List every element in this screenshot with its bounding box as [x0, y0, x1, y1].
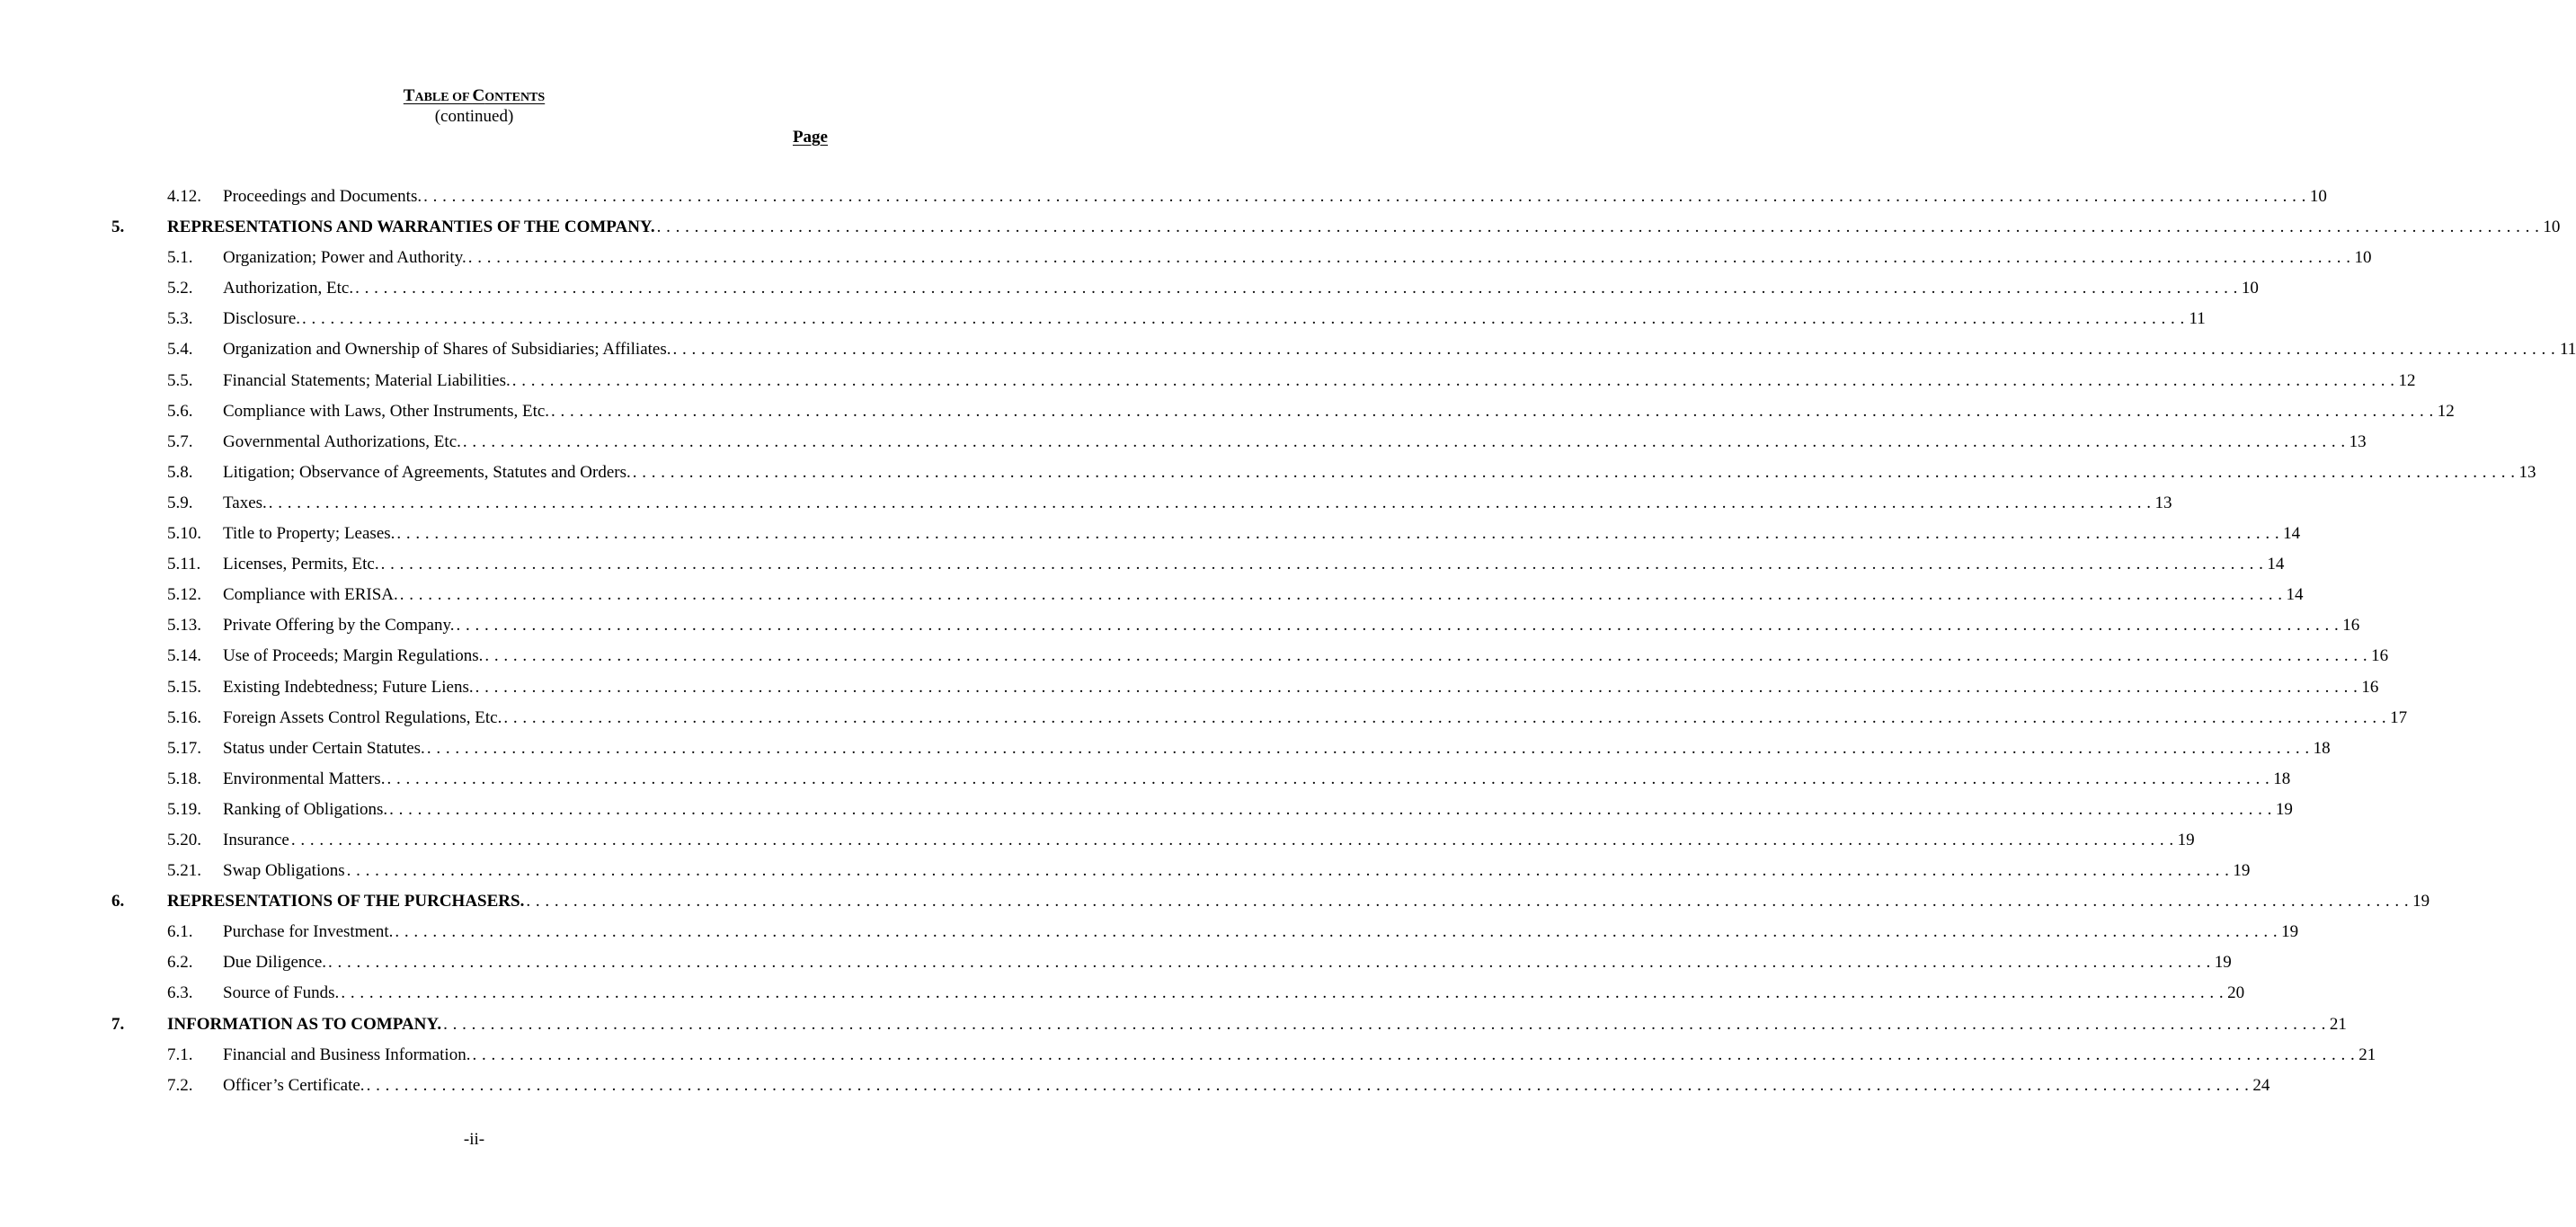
dot-leader: . . . . . . . . . . . . . . . . . . . . . . . . . . . . . . . . . . . . . . . . . . . . . . . . . . . . . . . . . . . . . . . . . . . . . . . . . . . . . . . . . . . . . . . . . . . . . . . . . . . . . . . . . . . . . . . . . . . . . . . . . . . . . . . . . . . . . . . . . . . . . . . . . . . . . . . . . . . . . . . . . . . . . . . . . . . . . . . . . . . . . . . . . . . . . . . . . . . . . . . .	[380, 555, 2264, 574]
toc-entry-title: Private Offering by the Company.	[223, 616, 455, 636]
toc-entry-number: 7.	[111, 1014, 125, 1034]
toc-entry	[223, 1071, 2270, 1101]
toc-entry-page: 11	[2189, 309, 2206, 329]
toc-entry-title: REPRESENTATIONS AND WARRANTIES OF THE COMPANY.	[167, 218, 655, 237]
toc-entry	[223, 243, 2372, 273]
dot-leader: . . . . . . . . . . . . . . . . . . . . . . . . . . . . . . . . . . . . . . . . . . . . . . . . . . . . . . . . . . . . . . . . . . . . . . . . . . . . . . . . . . . . . . . . . . . . . . . . . . . . . . . . . . . . . . . . . . . . . . . . . . . . . . . . . . . . . . . . . . . . . . . . . . . . . . . . . . . . . . . . . . . . . . . . . . . . . . . . . . . . . . . . . . . . . . . . . . . . . . . .	[395, 922, 2278, 942]
dot-leader: . . . . . . . . . . . . . . . . . . . . . . . . . . . . . . . . . . . . . . . . . . . . . . . . . . . . . . . . . . . . . . . . . . . . . . . . . . . . . . . . . . . . . . . . . . . . . . . . . . . . . . . . . . . . . . . . . . . . . . . . . . . . . . . . . . . . . . . . . . . . . . . . . . . . . . . . . . . . . . . . . . . . . . . . . . . . . . . . . . . . . . . . . . . . . . . . . . . . . . . .	[302, 309, 2185, 329]
toc-subsection-row[interactable]	[0, 427, 2367, 458]
toc-entry-title: Foreign Assets Control Regulations, Etc.	[223, 707, 502, 727]
toc-entry-number: 5.16.	[167, 707, 201, 727]
toc-entry-page: 14	[2267, 555, 2285, 574]
toc-subsection-row[interactable]	[0, 764, 2291, 795]
toc-entry	[223, 764, 2291, 795]
toc-entry-title: Governmental Authorizations, Etc.	[223, 431, 461, 451]
toc-entry-number: 5.5.	[167, 370, 193, 390]
toc-entry-number: 7.2.	[167, 1075, 193, 1095]
toc-entry-title: Disclosure.	[223, 309, 301, 329]
toc-entry	[223, 488, 2172, 519]
toc-entry-page: 20	[2227, 983, 2245, 1003]
toc-entry-title: Officer’s Certificate.	[223, 1075, 365, 1095]
toc-entry	[223, 978, 2245, 1009]
toc-entry-number: 5.10.	[167, 524, 201, 544]
toc-entry	[223, 580, 2304, 610]
toc-entry	[223, 396, 2455, 427]
toc-entry	[223, 734, 2331, 764]
toc-entry	[167, 1009, 2347, 1040]
toc-subsection-row[interactable]	[0, 795, 2293, 825]
toc-entry-page: 17	[2390, 707, 2408, 727]
toc-entry-title: INFORMATION AS TO COMPANY.	[167, 1014, 442, 1034]
toc-entry-title: Organization and Ownership of Shares of Subsidiaries; Affiliates.	[223, 340, 671, 360]
toc-entry-page: 19	[2233, 861, 2251, 881]
toc-entry	[223, 519, 2301, 549]
toc-entry-title: Licenses, Permits, Etc.	[223, 555, 379, 574]
toc-entry	[223, 273, 2259, 304]
toc-heading	[0, 86, 948, 107]
toc-entry-page: 13	[2518, 462, 2536, 482]
toc-entry	[167, 212, 2561, 243]
toc-subsection-row[interactable]	[0, 182, 2327, 212]
dot-leader: . . . . . . . . . . . . . . . . . . . . . . . . . . . . . . . . . . . . . . . . . . . . . . . . . . . . . . . . . . . . . . . . . . . . . . . . . . . . . . . . . . . . . . . . . . . . . . . . . . . . . . . . . . . . . . . . . . . . . . . . . . . . . . . . . . . . . . . . . . . . . . . . . . . . . . . . . . . . . . . . . . . . . . . . . . . . . . . . . . . . . . . . . . . . . . . . . . . . . . . .	[456, 616, 2340, 636]
toc-entry	[223, 1040, 2376, 1071]
toc-entry-title: Title to Property; Leases.	[223, 524, 395, 544]
dot-leader: . . . . . . . . . . . . . . . . . . . . . . . . . . . . . . . . . . . . . . . . . . . . . . . . . . . . . . . . . . . . . . . . . . . . . . . . . . . . . . . . . . . . . . . . . . . . . . . . . . . . . . . . . . . . . . . . . . . . . . . . . . . . . . . . . . . . . . . . . . . . . . . . . . . . . . . . . . . . . . . . . . . . . . . . . . . . . . . . . . . . . . . . . . . . . . . . . . . . . . . .	[672, 340, 2556, 360]
toc-entry-page: 10	[2241, 279, 2259, 298]
toc-entry-number: 5.8.	[167, 462, 193, 482]
dot-leader: . . . . . . . . . . . . . . . . . . . . . . . . . . . . . . . . . . . . . . . . . . . . . . . . . . . . . . . . . . . . . . . . . . . . . . . . . . . . . . . . . . . . . . . . . . . . . . . . . . . . . . . . . . . . . . . . . . . . . . . . . . . . . . . . . . . . . . . . . . . . . . . . . . . . . . . . . . . . . . . . . . . . . . . . . . . . . . . . . . . . . . . . . . . . . . . . . . . . . . . .	[467, 248, 2351, 268]
toc-subsection-row[interactable]	[0, 580, 2304, 610]
toc-entry-page: 11	[2559, 340, 2576, 360]
toc-entry-title: Due Diligence.	[223, 953, 327, 973]
toc-entry-page: 14	[2286, 585, 2304, 605]
toc-entry-title: Purchase for Investment.	[223, 922, 394, 942]
toc-subsection-row[interactable]	[0, 1071, 2270, 1101]
toc-entry-number: 5.18.	[167, 769, 201, 788]
toc-entry-number: 5.2.	[167, 279, 193, 298]
toc-entry-number: 5.19.	[167, 799, 201, 819]
toc-entry	[223, 610, 2360, 641]
toc-entry	[223, 182, 2327, 212]
toc-entry-page: 12	[2437, 401, 2455, 421]
dot-leader: . . . . . . . . . . . . . . . . . . . . . . . . . . . . . . . . . . . . . . . . . . . . . . . . . . . . . . . . . . . . . . . . . . . . . . . . . . . . . . . . . . . . . . . . . . . . . . . . . . . . . . . . . . . . . . . . . . . . . . . . . . . . . . . . . . . . . . . . . . . . . . . . . . . . . . . . . . . . . . . . . . . . . . . . . . . . . . . . . . . . . . . . . . . . . . . . . . . . . . . .	[355, 279, 2238, 298]
toc-entry-page: 18	[2313, 738, 2331, 758]
toc-entry-page: 18	[2273, 769, 2291, 788]
toc-subsection-row[interactable]	[0, 947, 2232, 978]
toc-entry-number: 5.6.	[167, 401, 193, 421]
toc-entry-title: Compliance with Laws, Other Instruments, Etc.	[223, 401, 550, 421]
toc-entry-number: 5.17.	[167, 738, 201, 758]
toc-entry-title: Existing Indebtedness; Future Liens.	[223, 677, 474, 697]
dot-leader: . . . . . . . . . . . . . . . . . . . . . . . . . . . . . . . . . . . . . . . . . . . . . . . . . . . . . . . . . . . . . . . . . . . . . . . . . . . . . . . . . . . . . . . . . . . . . . . . . . . . . . . . . . . . . . . . . . . . . . . . . . . . . . . . . . . . . . . . . . . . . . . . . . . . . . . . . . . . . . . . . . . . . . . . . . . . . . . . . . . . . . . . . . . . . . . . . . . . . . . .	[526, 892, 2410, 911]
toc-section-row[interactable]	[0, 212, 2561, 243]
toc-entry-title: Use of Proceeds; Margin Regulations.	[223, 646, 484, 666]
dot-leader: . . . . . . . . . . . . . . . . . . . . . . . . . . . . . . . . . . . . . . . . . . . . . . . . . . . . . . . . . . . . . . . . . . . . . . . . . . . . . . . . . . . . . . . . . . . . . . . . . . . . . . . . . . . . . . . . . . . . . . . . . . . . . . . . . . . . . . . . . . . . . . . . . . . . . . . . . . . . . . . . . . . . . . . . . . . . . . . . . . . . . . . . . . . . . . . . . . . . . . . .	[551, 401, 2434, 421]
toc-entry	[223, 549, 2285, 580]
dot-leader: . . . . . . . . . . . . . . . . . . . . . . . . . . . . . . . . . . . . . . . . . . . . . . . . . . . . . . . . . . . . . . . . . . . . . . . . . . . . . . . . . . . . . . . . . . . . . . . . . . . . . . . . . . . . . . . . . . . . . . . . . . . . . . . . . . . . . . . . . . . . . . . . . . . . . . . . . . . . . . . . . . . . . . . . . . . . . . . . . . . . . . . . . . . . . . . . . . . . . . . .	[366, 1075, 2250, 1095]
toc-entry-page: 12	[2398, 370, 2416, 390]
toc-entry-number: 7.1.	[167, 1045, 193, 1064]
toc-subsection-row[interactable]	[0, 243, 2372, 273]
toc-entry-page: 10	[2354, 248, 2372, 268]
dot-leader: . . . . . . . . . . . . . . . . . . . . . . . . . . . . . . . . . . . . . . . . . . . . . . . . . . . . . . . . . . . . . . . . . . . . . . . . . . . . . . . . . . . . . . . . . . . . . . . . . . . . . . . . . . . . . . . . . . . . . . . . . . . . . . . . . . . . . . . . . . . . . . . . . . . . . . . . . . . . . . . . . . . . . . . . . . . . . . . . . . . . . . . . . . . . . . . . . . . . . . . .	[503, 707, 2387, 727]
toc-entry-title: Status under Certain Statutes.	[223, 738, 425, 758]
toc-entry-number: 5.4.	[167, 340, 193, 360]
toc-entry	[223, 795, 2293, 825]
dot-leader: . . . . . . . . . . . . . . . . . . . . . . . . . . . . . . . . . . . . . . . . . . . . . . . . . . . . . . . . . . . . . . . . . . . . . . . . . . . . . . . . . . . . . . . . . . . . . . . . . . . . . . . . . . . . . . . . . . . . . . . . . . . . . . . . . . . . . . . . . . . . . . . . . . . . . . . . . . . . . . . . . . . . . . . . . . . . . . . . . . . . . . . . . . . . . . . . . . . . . . . .	[423, 187, 2306, 206]
dot-leader: . . . . . . . . . . . . . . . . . . . . . . . . . . . . . . . . . . . . . . . . . . . . . . . . . . . . . . . . . . . . . . . . . . . . . . . . . . . . . . . . . . . . . . . . . . . . . . . . . . . . . . . . . . . . . . . . . . . . . . . . . . . . . . . . . . . . . . . . . . . . . . . . . . . . . . . . . . . . . . . . . . . . . . . . . . . . . . . . . . . . . . . . . . . . . . . . . . . . . . . .	[475, 677, 2358, 697]
dot-leader: . . . . . . . . . . . . . . . . . . . . . . . . . . . . . . . . . . . . . . . . . . . . . . . . . . . . . . . . . . . . . . . . . . . . . . . . . . . . . . . . . . . . . . . . . . . . . . . . . . . . . . . . . . . . . . . . . . . . . . . . . . . . . . . . . . . . . . . . . . . . . . . . . . . . . . . . . . . . . . . . . . . . . . . . . . . . . . . . . . . . . . . . . . . . . . . . . . . . . . . .	[386, 769, 2270, 788]
toc-subsection-row[interactable]	[0, 458, 2536, 488]
toc-entry	[223, 458, 2536, 488]
toc-subsection-row[interactable]	[0, 334, 2576, 365]
dot-leader: . . . . . . . . . . . . . . . . . . . . . . . . . . . . . . . . . . . . . . . . . . . . . . . . . . . . . . . . . . . . . . . . . . . . . . . . . . . . . . . . . . . . . . . . . . . . . . . . . . . . . . . . . . . . . . . . . . . . . . . . . . . . . . . . . . . . . . . . . . . . . . . . . . . . . . . . . . . . . . . . . . . . . . . . . . . . . . . . . . . . . . . . . . . . . . . . . . . . . . . .	[656, 218, 2540, 237]
toc-subsection-row[interactable]	[0, 366, 2416, 396]
toc-entry-page: 14	[2283, 524, 2301, 544]
toc-entry-page: 19	[2177, 830, 2195, 849]
toc-entry	[223, 427, 2367, 458]
toc-entry-title: Authorization, Etc.	[223, 279, 354, 298]
toc-entry-title: Organization; Power and Authority.	[223, 248, 466, 268]
toc-entry-title: Ranking of Obligations.	[223, 799, 388, 819]
toc-entry	[223, 334, 2576, 365]
toc-subsection-row[interactable]	[0, 703, 2408, 734]
page-footer-number: -ii-	[463, 1130, 485, 1149]
toc-entry-page: 13	[2154, 493, 2172, 512]
toc-subsection-row[interactable]	[0, 978, 2245, 1009]
toc-subtitle: (continued)	[434, 107, 514, 126]
toc-entry-page: 16	[2361, 677, 2379, 697]
toc-entry-title: Compliance with ERISA.	[223, 585, 398, 605]
toc-entry-number: 6.3.	[167, 983, 193, 1003]
toc-entry-number: 6.1.	[167, 922, 193, 942]
toc-entry-page: 19	[2281, 922, 2299, 942]
toc-subsection-row[interactable]	[0, 672, 2379, 703]
toc-entry-page: 24	[2252, 1075, 2270, 1095]
toc-entry-page: 19	[2412, 892, 2430, 911]
toc-entry-number: 4.12.	[167, 187, 201, 206]
toc-entry-page: 10	[2543, 218, 2561, 237]
toc-entry-title: Proceedings and Documents.	[223, 187, 422, 206]
dot-leader: . . . . . . . . . . . . . . . . . . . . . . . . . . . . . . . . . . . . . . . . . . . . . . . . . . . . . . . . . . . . . . . . . . . . . . . . . . . . . . . . . . . . . . . . . . . . . . . . . . . . . . . . . . . . . . . . . . . . . . . . . . . . . . . . . . . . . . . . . . . . . . . . . . . . . . . . . . . . . . . . . . . . . . . . . . . . . . . . . . . . . . . . . . . . . . . . . . . . . . . .	[443, 1014, 2326, 1034]
toc-entry-title: Source of Funds.	[223, 983, 340, 1003]
dot-leader: . . . . . . . . . . . . . . . . . . . . . . . . . . . . . . . . . . . . . . . . . . . . . . . . . . . . . . . . . . . . . . . . . . . . . . . . . . . . . . . . . . . . . . . . . . . . . . . . . . . . . . . . . . . . . . . . . . . . . . . . . . . . . . . . . . . . . . . . . . . . . . . . . . . . . . . . . . . . . . . . . . . . . . . . . . . . . . . . . . . . . . . . . . . . . . . . . . . . . . . .	[426, 738, 2310, 758]
toc-entry-number: 6.2.	[167, 953, 193, 973]
toc-entry-title: Swap Obligations	[223, 861, 345, 881]
dot-leader: . . . . . . . . . . . . . . . . . . . . . . . . . . . . . . . . . . . . . . . . . . . . . . . . . . . . . . . . . . . . . . . . . . . . . . . . . . . . . . . . . . . . . . . . . . . . . . . . . . . . . . . . . . . . . . . . . . . . . . . . . . . . . . . . . . . . . . . . . . . . . . . . . . . . . . . . . . . . . . . . . . . . . . . . . . . . . . . . . . . . . . . . . . . . . . . . . . . . . . . .	[268, 493, 2152, 512]
toc-entry	[223, 703, 2408, 734]
toc-entry-number: 5.3.	[167, 309, 193, 329]
toc-subsection-row[interactable]	[0, 396, 2455, 427]
dot-leader: . . . . . . . . . . . . . . . . . . . . . . . . . . . . . . . . . . . . . . . . . . . . . . . . . . . . . . . . . . . . . . . . . . . . . . . . . . . . . . . . . . . . . . . . . . . . . . . . . . . . . . . . . . . . . . . . . . . . . . . . . . . . . . . . . . . . . . . . . . . . . . . . . . . . . . . . . . . . . . . . . . . . . . . . . . . . . . . . . . . . . . . . . . . . . . . . . . . . . . . .	[290, 830, 2174, 849]
toc-list	[0, 182, 2576, 1101]
toc-entry-number: 5.13.	[167, 616, 201, 636]
toc-entry-title: Financial and Business Information.	[223, 1045, 471, 1064]
toc-subsection-row[interactable]	[0, 917, 2299, 947]
toc-entry-number: 5.	[111, 218, 125, 237]
toc-entry-number: 5.21.	[167, 861, 201, 881]
toc-entry-number: 5.14.	[167, 646, 201, 666]
dot-leader: . . . . . . . . . . . . . . . . . . . . . . . . . . . . . . . . . . . . . . . . . . . . . . . . . . . . . . . . . . . . . . . . . . . . . . . . . . . . . . . . . . . . . . . . . . . . . . . . . . . . . . . . . . . . . . . . . . . . . . . . . . . . . . . . . . . . . . . . . . . . . . . . . . . . . . . . . . . . . . . . . . . . . . . . . . . . . . . . . . . . . . . . . . . . . . . . . . . . . . . .	[632, 462, 2516, 482]
toc-entry-number: 5.7.	[167, 431, 193, 451]
toc-entry-number: 6.	[111, 892, 125, 911]
dot-leader: . . . . . . . . . . . . . . . . . . . . . . . . . . . . . . . . . . . . . . . . . . . . . . . . . . . . . . . . . . . . . . . . . . . . . . . . . . . . . . . . . . . . . . . . . . . . . . . . . . . . . . . . . . . . . . . . . . . . . . . . . . . . . . . . . . . . . . . . . . . . . . . . . . . . . . . . . . . . . . . . . . . . . . . . . . . . . . . . . . . . . . . . . . . . . . . . . . . . . . . .	[341, 983, 2225, 1003]
toc-subsection-row[interactable]	[0, 825, 2195, 856]
dot-leader: . . . . . . . . . . . . . . . . . . . . . . . . . . . . . . . . . . . . . . . . . . . . . . . . . . . . . . . . . . . . . . . . . . . . . . . . . . . . . . . . . . . . . . . . . . . . . . . . . . . . . . . . . . . . . . . . . . . . . . . . . . . . . . . . . . . . . . . . . . . . . . . . . . . . . . . . . . . . . . . . . . . . . . . . . . . . . . . . . . . . . . . . . . . . . . . . . . . . . . . .	[328, 953, 2211, 973]
toc-entry	[223, 672, 2379, 703]
toc-entry-number: 5.20.	[167, 830, 201, 849]
toc-subsection-row[interactable]	[0, 488, 2172, 519]
toc-entry	[223, 947, 2232, 978]
dot-leader: . . . . . . . . . . . . . . . . . . . . . . . . . . . . . . . . . . . . . . . . . . . . . . . . . . . . . . . . . . . . . . . . . . . . . . . . . . . . . . . . . . . . . . . . . . . . . . . . . . . . . . . . . . . . . . . . . . . . . . . . . . . . . . . . . . . . . . . . . . . . . . . . . . . . . . . . . . . . . . . . . . . . . . . . . . . . . . . . . . . . . . . . . . . . . . . . . . . . . . . .	[462, 431, 2346, 451]
toc-subsection-row[interactable]	[0, 856, 2251, 886]
toc-entry	[223, 917, 2299, 947]
dot-leader: . . . . . . . . . . . . . . . . . . . . . . . . . . . . . . . . . . . . . . . . . . . . . . . . . . . . . . . . . . . . . . . . . . . . . . . . . . . . . . . . . . . . . . . . . . . . . . . . . . . . . . . . . . . . . . . . . . . . . . . . . . . . . . . . . . . . . . . . . . . . . . . . . . . . . . . . . . . . . . . . . . . . . . . . . . . . . . . . . . . . . . . . . . . . . . . . . . . . . . . .	[472, 1045, 2356, 1064]
toc-entry-title: Environmental Matters.	[223, 769, 386, 788]
toc-entry-page: 19	[2275, 799, 2293, 819]
toc-section-row[interactable]	[0, 1009, 2347, 1040]
toc-entry	[223, 304, 2206, 334]
toc-entry	[223, 825, 2195, 856]
toc-entry-page: 16	[2371, 646, 2389, 666]
toc-entry	[167, 886, 2430, 917]
toc-entry-page: 19	[2214, 953, 2232, 973]
dot-leader: . . . . . . . . . . . . . . . . . . . . . . . . . . . . . . . . . . . . . . . . . . . . . . . . . . . . . . . . . . . . . . . . . . . . . . . . . . . . . . . . . . . . . . . . . . . . . . . . . . . . . . . . . . . . . . . . . . . . . . . . . . . . . . . . . . . . . . . . . . . . . . . . . . . . . . . . . . . . . . . . . . . . . . . . . . . . . . . . . . . . . . . . . . . . . . . . . . . . . . . .	[346, 861, 2230, 881]
dot-leader: . . . . . . . . . . . . . . . . . . . . . . . . . . . . . . . . . . . . . . . . . . . . . . . . . . . . . . . . . . . . . . . . . . . . . . . . . . . . . . . . . . . . . . . . . . . . . . . . . . . . . . . . . . . . . . . . . . . . . . . . . . . . . . . . . . . . . . . . . . . . . . . . . . . . . . . . . . . . . . . . . . . . . . . . . . . . . . . . . . . . . . . . . . . . . . . . . . . . . . . .	[389, 799, 2272, 819]
toc-entry	[223, 856, 2251, 886]
toc-entry-page: 16	[2342, 616, 2360, 636]
toc-entry-title: Taxes.	[223, 493, 267, 512]
toc-entry	[223, 641, 2389, 671]
toc-subsection-row[interactable]	[0, 304, 2206, 334]
dot-leader: . . . . . . . . . . . . . . . . . . . . . . . . . . . . . . . . . . . . . . . . . . . . . . . . . . . . . . . . . . . . . . . . . . . . . . . . . . . . . . . . . . . . . . . . . . . . . . . . . . . . . . . . . . . . . . . . . . . . . . . . . . . . . . . . . . . . . . . . . . . . . . . . . . . . . . . . . . . . . . . . . . . . . . . . . . . . . . . . . . . . . . . . . . . . . . . . . . . . . . . .	[511, 370, 2395, 390]
toc-entry-page: 10	[2309, 187, 2327, 206]
dot-leader: . . . . . . . . . . . . . . . . . . . . . . . . . . . . . . . . . . . . . . . . . . . . . . . . . . . . . . . . . . . . . . . . . . . . . . . . . . . . . . . . . . . . . . . . . . . . . . . . . . . . . . . . . . . . . . . . . . . . . . . . . . . . . . . . . . . . . . . . . . . . . . . . . . . . . . . . . . . . . . . . . . . . . . . . . . . . . . . . . . . . . . . . . . . . . . . . . . . . . . . .	[399, 585, 2283, 605]
toc-subsection-row[interactable]	[0, 519, 2301, 549]
page-column-label: Page	[792, 128, 828, 147]
toc-entry-page: 21	[2329, 1014, 2347, 1034]
toc-entry-number: 5.11.	[167, 555, 201, 574]
toc-entry-number: 5.9.	[167, 493, 193, 512]
toc-entry-title: REPRESENTATIONS OF THE PURCHASERS.	[167, 892, 525, 911]
toc-entry-title: Financial Statements; Material Liabilities.	[223, 370, 511, 390]
toc-section-row[interactable]	[0, 886, 2430, 917]
toc-entry-title: Litigation; Observance of Agreements, Statutes and Orders.	[223, 462, 631, 482]
toc-subsection-row[interactable]	[0, 610, 2360, 641]
toc-entry-number: 5.15.	[167, 677, 201, 697]
toc-entry-number: 5.12.	[167, 585, 201, 605]
toc-subsection-row[interactable]	[0, 734, 2331, 764]
toc-entry-number: 5.1.	[167, 248, 193, 268]
toc-entry-title: Insurance	[223, 830, 289, 849]
toc-subsection-row[interactable]	[0, 641, 2389, 671]
toc-subsection-row[interactable]	[0, 273, 2259, 304]
dot-leader: . . . . . . . . . . . . . . . . . . . . . . . . . . . . . . . . . . . . . . . . . . . . . . . . . . . . . . . . . . . . . . . . . . . . . . . . . . . . . . . . . . . . . . . . . . . . . . . . . . . . . . . . . . . . . . . . . . . . . . . . . . . . . . . . . . . . . . . . . . . . . . . . . . . . . . . . . . . . . . . . . . . . . . . . . . . . . . . . . . . . . . . . . . . . . . . . . . . . . . . .	[396, 524, 2280, 544]
toc-entry-page: 13	[2349, 431, 2367, 451]
toc-subsection-row[interactable]	[0, 549, 2285, 580]
toc-subsection-row[interactable]	[0, 1040, 2376, 1071]
toc-entry	[223, 366, 2416, 396]
toc-entry-page: 21	[2358, 1045, 2376, 1064]
toc-heading-text: TABLE OF CONTENTS	[403, 86, 546, 105]
dot-leader: . . . . . . . . . . . . . . . . . . . . . . . . . . . . . . . . . . . . . . . . . . . . . . . . . . . . . . . . . . . . . . . . . . . . . . . . . . . . . . . . . . . . . . . . . . . . . . . . . . . . . . . . . . . . . . . . . . . . . . . . . . . . . . . . . . . . . . . . . . . . . . . . . . . . . . . . . . . . . . . . . . . . . . . . . . . . . . . . . . . . . . . . . . . . . . . . . . . . . . . .	[484, 646, 2368, 666]
